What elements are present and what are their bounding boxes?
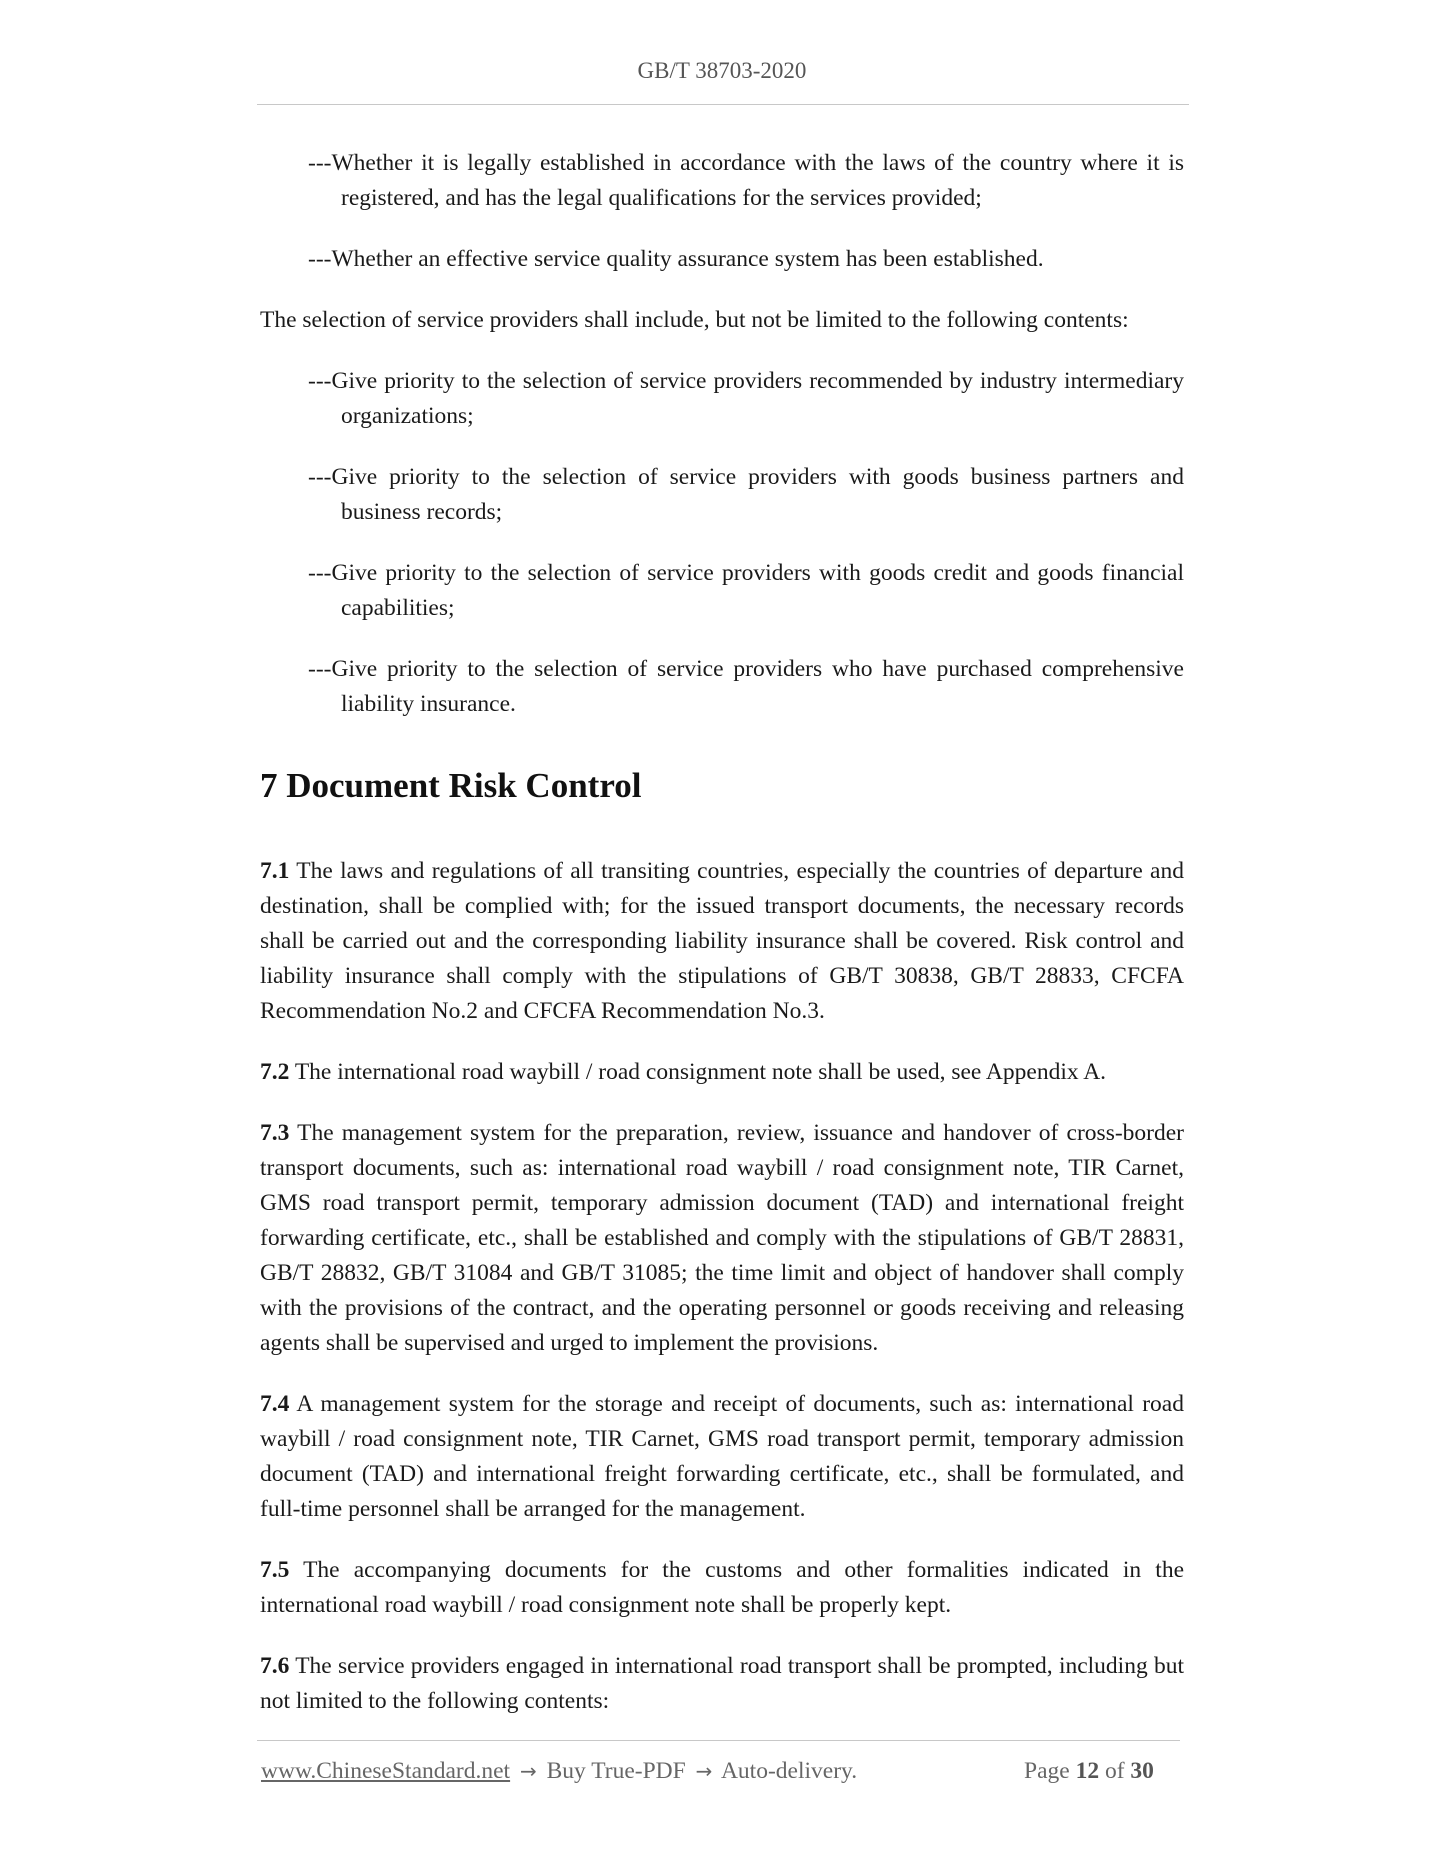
bullet-marker: --- — [308, 368, 332, 394]
clause-text: The management system for the preparation, review, issuance and handover of cross-border transport documents, such as: international road waybill / road consignment note, TIR Carnet, GMS road transport permit, temporary admission document (TAD) and international freight forwarding certificate, etc., shall be established and comply with the stipulations of GB/T 28831, GB/T 28832, GB/T 31084 and GB/T 31085; the time limit and object of handover shall comply with the provisions of the contract, and the operating personnel or goods receiving and releasing agents shall be supervised and urged to implement the provisions. — [260, 1120, 1184, 1356]
footer-promo — [261, 1758, 857, 1785]
bullet-marker: --- — [308, 560, 332, 586]
clause-text: A management system for the storage and receipt of documents, such as: international road waybill / road consignment note, TIR Carnet, GMS road transport permit, temporary admission document (TAD) and international freight forwarding certificate, etc., shall be formulated, and full-time personnel shall be arranged for the management. — [260, 1391, 1184, 1522]
clause-number: 7.5 — [260, 1557, 290, 1583]
clause-number: 7.4 — [260, 1391, 290, 1417]
clause-paragraph — [260, 1553, 1184, 1623]
clause-text: The laws and regulations of all transiting countries, especially the countries of departure and destination, shall be complied with; for the issued transport documents, the necessary records shall be carried out and the corresponding liability insurance shall be covered. Risk control and liability insurance shall comply with the stipulations of GB/T 30838, GB/T 28833, CFCFA Recommendation No.2 and CFCFA Recommendation No.3. — [260, 858, 1184, 1024]
selection-intro-paragraph: The selection of service providers shall include, but not be limited to the following contents: — [260, 307, 1129, 333]
clause-text: The international road waybill / road consignment note shall be used, see Appendix A. — [289, 1059, 1107, 1085]
criteria-bullet — [308, 242, 1184, 277]
clause-paragraph — [260, 1055, 1184, 1090]
clause-paragraph — [260, 1387, 1184, 1527]
bullet-text: Give priority to the selection of service providers recommended by industry intermediary organizations; — [331, 368, 1184, 429]
bullet-text: Whether it is legally established in accordance with the laws of the country where it is registered, and has the legal qualifications for the services provided; — [331, 150, 1184, 211]
document-header-title: GB/T 38703-2020 — [637, 58, 807, 83]
website-link[interactable]: www.ChineseStandard.net — [261, 1758, 511, 1784]
buy-pdf-text: Buy True-PDF — [546, 1758, 686, 1784]
clause-paragraph — [260, 854, 1184, 1029]
clause-text: The accompanying documents for the customs and other formalities indicated in the international road waybill / road consignment note shall be properly kept. — [260, 1557, 1184, 1618]
bullet-marker: --- — [308, 246, 332, 272]
arrow-right-icon: → — [695, 1759, 713, 1783]
bullet-text: Whether an effective service quality assurance system has been established. — [331, 246, 1044, 272]
criteria-bullet — [308, 146, 1184, 216]
clause-text: The service providers engaged in international road transport shall be prompted, including but not limited to the following contents: — [260, 1653, 1184, 1714]
total-page-count: 30 — [1130, 1758, 1154, 1784]
clause-paragraph — [260, 1116, 1184, 1361]
clause-number: 7.1 — [260, 858, 290, 884]
page-indicator — [1024, 1758, 1154, 1785]
bullet-marker: --- — [308, 150, 332, 176]
footer-divider — [257, 1740, 1180, 1741]
page-label: Page — [1024, 1758, 1070, 1784]
bullet-text: Give priority to the selection of service providers with goods credit and goods financial capabilities; — [331, 560, 1184, 621]
bullet-text: Give priority to the selection of service providers who have purchased comprehensive liability insurance. — [331, 656, 1184, 717]
clause-paragraph — [260, 1649, 1184, 1719]
current-page-number: 12 — [1075, 1758, 1100, 1784]
clause-number: 7.2 — [260, 1059, 290, 1085]
clause-number: 7.3 — [260, 1120, 290, 1146]
bullet-text: Give priority to the selection of service providers with goods business partners and business records; — [331, 464, 1184, 525]
document-body — [260, 146, 1184, 1745]
selection-bullet — [308, 460, 1184, 530]
selection-bullet — [308, 556, 1184, 626]
selection-bullet — [308, 364, 1184, 434]
selection-bullet — [308, 652, 1184, 722]
bullet-marker: --- — [308, 656, 332, 682]
header-divider — [257, 104, 1189, 105]
page-of-label: of — [1104, 1758, 1125, 1784]
auto-delivery-text: Auto-delivery. — [720, 1758, 858, 1784]
clause-number: 7.6 — [260, 1653, 290, 1679]
arrow-right-icon: → — [519, 1759, 537, 1783]
bullet-marker: --- — [308, 464, 332, 490]
section-heading: 7 Document Risk Control — [260, 766, 642, 805]
